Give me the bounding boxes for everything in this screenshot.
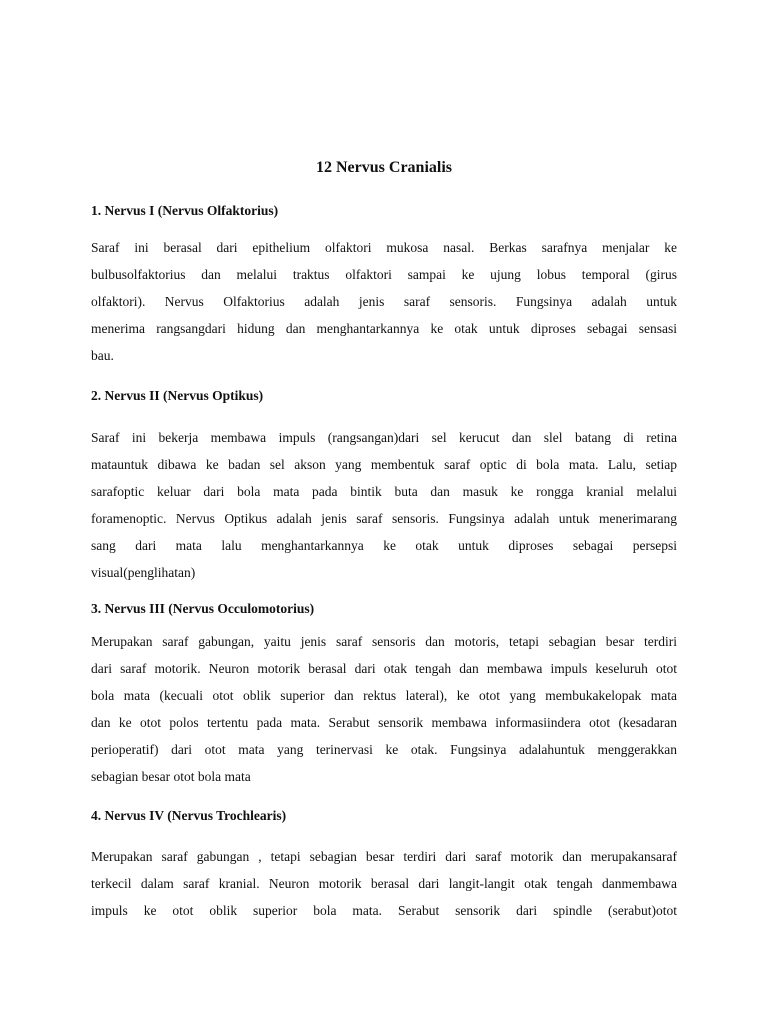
section-1-heading: 1. Nervus I (Nervus Olfaktorius): [91, 203, 279, 218]
paragraph-line: bola mata (kecuali otot oblik superior dan rektus lateral), ke otot yang membukakelopak mata: [91, 688, 677, 703]
section-3-heading: 3. Nervus III (Nervus Occulomotorius): [91, 601, 315, 616]
section-3-paragraph: [91, 628, 677, 790]
paragraph-line: impuls ke otot oblik superior bola mata. Serabut sensorik dari spindle (serabut)otot: [91, 903, 677, 918]
paragraph-line: dari saraf motorik. Neuron motorik berasal dari otak tengah dan membawa impuls keseluruh otot: [91, 661, 677, 676]
paragraph-line: matauntuk dibawa ke badan sel akson yang membentuk saraf optic di bola mata. Lalu, setiap: [91, 457, 677, 472]
paragraph-line: olfaktori). Nervus Olfaktorius adalah jenis saraf sensoris. Fungsinya adalah untuk: [91, 294, 677, 309]
paragraph-line: foramenoptic. Nervus Optikus adalah jenis saraf sensoris. Fungsinya adalah untuk menerimarang: [91, 511, 677, 526]
paragraph-line: Merupakan saraf gabungan , tetapi sebagian besar terdiri dari saraf motorik dan merupakansaraf: [91, 849, 677, 864]
paragraph-line: Saraf ini berasal dari epithelium olfaktori mukosa nasal. Berkas sarafnya menjalar ke: [91, 240, 677, 255]
section-4-paragraph: [91, 843, 677, 924]
paragraph-line: menerima rangsangdari hidung dan menghantarkannya ke otak untuk diproses sebagai sensasi: [91, 321, 677, 336]
section-4-heading: 4. Nervus IV (Nervus Trochlearis): [91, 808, 287, 823]
paragraph-line: Saraf ini bekerja membawa impuls (rangsangan)dari sel kerucut dan slel batang di retina: [91, 430, 677, 445]
paragraph-line: bulbusolfaktorius dan melalui traktus olfaktori sampai ke ujung lobus temporal (girus: [91, 267, 677, 282]
paragraph-line: bau.: [91, 348, 114, 363]
page-title: 12 Nervus Cranialis: [316, 159, 452, 176]
paragraph-line: perioperatif) dari otot mata yang terinervasi ke otak. Fungsinya adalahuntuk menggerakkan: [91, 742, 677, 757]
paragraph-line: sebagian besar otot bola mata: [91, 769, 251, 784]
paragraph-line: sarafoptic keluar dari bola mata pada bintik buta dan masuk ke rongga kranial melalui: [91, 484, 677, 499]
section-1-paragraph: [91, 234, 677, 369]
paragraph-line: dan ke otot polos tertentu pada mata. Serabut sensorik membawa informasiindera otot (kesadaran: [91, 715, 677, 730]
section-2-heading: 2. Nervus II (Nervus Optikus): [91, 388, 264, 403]
paragraph-line: visual(penglihatan): [91, 565, 196, 580]
section-2-paragraph: [91, 424, 677, 586]
paragraph-line: terkecil dalam saraf kranial. Neuron motorik berasal dari langit-langit otak tengah danmembawa: [91, 876, 677, 891]
document-page: [91, 0, 677, 1024]
paragraph-line: Merupakan saraf gabungan, yaitu jenis saraf sensoris dan motoris, tetapi sebagian besar terdiri: [91, 634, 677, 649]
paragraph-line: sang dari mata lalu menghantarkannya ke otak untuk diproses sebagai persepsi: [91, 538, 677, 553]
